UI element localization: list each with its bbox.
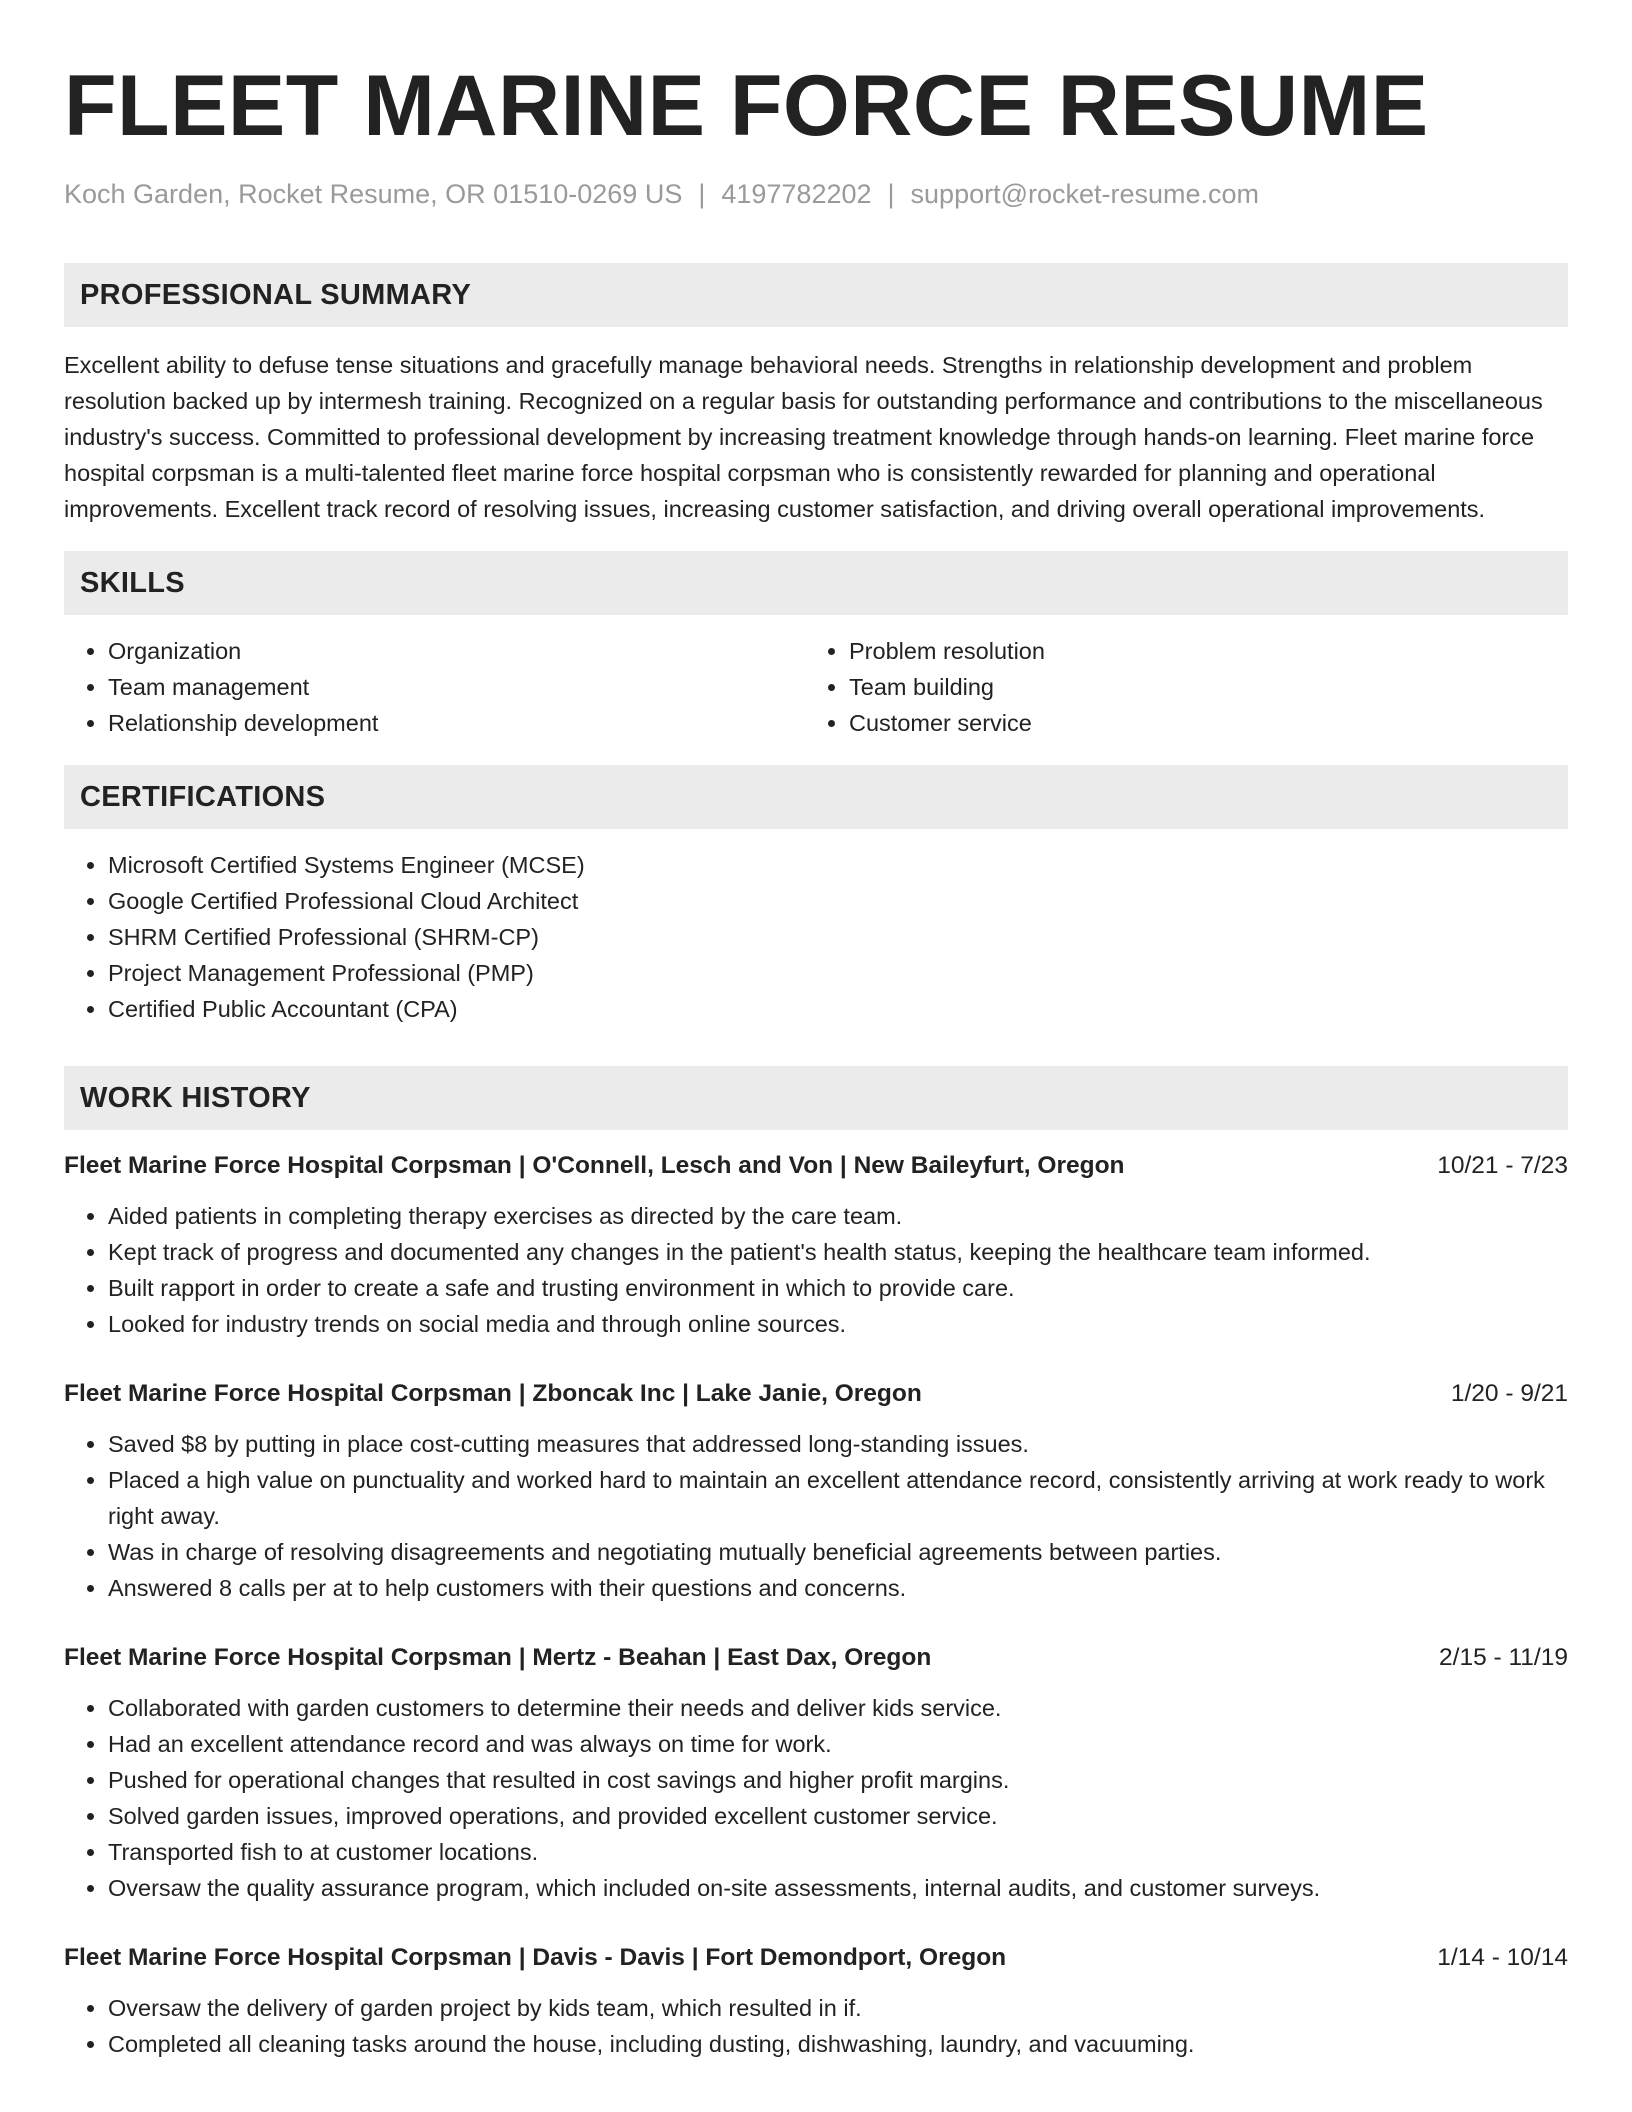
contact-address: Koch Garden, Rocket Resume, OR 01510-0269 US: [64, 179, 683, 209]
job-bullet: • Answered 8 calls per at to help customers with their questions and concerns.: [108, 1570, 1568, 1606]
contact-phone: 4197782202: [721, 179, 872, 209]
resume-title: FLEET MARINE FORCE RESUME: [64, 58, 1429, 154]
summary-section-header: [64, 263, 1568, 327]
job-bullets: [64, 1198, 1568, 1342]
job-bullet: • Pushed for operational changes that resulted in cost savings and higher profit margins.: [108, 1762, 1568, 1798]
job-entry: [64, 1940, 1568, 2062]
summary-text: Excellent ability to defuse tense situations and gracefully manage behavioral needs. Strengths in relationship development and problem resolution backed up by intermesh training. Recognized on a regular basis for outstanding performance and contributions to the miscellaneous industry's success. Committed to professional development by increasing treatment knowledge through hands-on learning. Fleet marine force hospital corpsman is a multi-talented fleet marine force hospital corpsman who is consistently rewarded for planning and operational improvements. Excellent track record of resolving issues, increasing customer satisfaction, and driving overall operational improvements.: [64, 352, 1543, 522]
summary-heading: PROFESSIONAL SUMMARY: [80, 278, 472, 311]
skill-item: • Relationship development: [108, 705, 805, 741]
job-bullet: • Looked for industry trends on social media and through online sources.: [108, 1306, 1568, 1342]
job-entry: [64, 1148, 1568, 1342]
certification-item: • Certified Public Accountant (CPA): [108, 991, 1568, 1027]
job-header: [64, 1148, 1568, 1184]
contact-line: [64, 176, 1568, 212]
job-bullets: [64, 1426, 1568, 1606]
job-entry: [64, 1640, 1568, 1906]
skills-list-right: [805, 633, 1546, 741]
skills-heading: SKILLS: [80, 566, 185, 599]
work-section-header: [64, 1066, 1568, 1130]
job-bullet: • Collaborated with garden customers to determine their needs and deliver kids service.: [108, 1690, 1568, 1726]
skill-item: • Customer service: [849, 705, 1546, 741]
job-bullet: • Kept track of progress and documented any changes in the patient's health status, keeping the healthcare team informed.: [108, 1234, 1568, 1270]
skills-grid: [64, 633, 1568, 741]
job-dates: 1/20 - 9/21: [1450, 1380, 1568, 1407]
contact-email: support@rocket-resume.com: [910, 179, 1260, 209]
job-bullets: [64, 1990, 1568, 2062]
job-title: Fleet Marine Force Hospital Corpsman | Mertz - Beahan | East Dax, Oregon: [64, 1644, 932, 1671]
certifications-list: [64, 847, 1568, 1027]
skill-item: • Organization: [108, 633, 805, 669]
job-bullet: • Built rapport in order to create a safe and trusting environment in which to provide care.: [108, 1270, 1568, 1306]
job-bullet: • Saved $8 by putting in place cost-cutting measures that addressed long-standing issues.: [108, 1426, 1568, 1462]
certification-item: • Microsoft Certified Systems Engineer (MCSE): [108, 847, 1568, 883]
job-bullet: • Was in charge of resolving disagreements and negotiating mutually beneficial agreements between parties.: [108, 1534, 1568, 1570]
certification-item: • Google Certified Professional Cloud Architect: [108, 883, 1568, 919]
skills-section-header: [64, 551, 1568, 615]
job-bullet: • Aided patients in completing therapy exercises as directed by the care team.: [108, 1198, 1568, 1234]
job-entry: [64, 1376, 1568, 1606]
certification-item: • SHRM Certified Professional (SHRM-CP): [108, 919, 1568, 955]
job-dates: 1/14 - 10/14: [1437, 1944, 1568, 1971]
work-heading: WORK HISTORY: [80, 1081, 311, 1114]
job-bullet: • Had an excellent attendance record and was always on time for work.: [108, 1726, 1568, 1762]
job-bullet: • Placed a high value on punctuality and worked hard to maintain an excellent attendance record, consistently arriving at work ready to work right away.: [108, 1462, 1568, 1534]
job-bullet: • Oversaw the quality assurance program, which included on-site assessments, internal audits, and customer surveys.: [108, 1870, 1568, 1906]
job-title: Fleet Marine Force Hospital Corpsman | Zboncak Inc | Lake Janie, Oregon: [64, 1380, 922, 1407]
job-dates: 2/15 - 11/19: [1439, 1644, 1568, 1671]
job-bullet: • Solved garden issues, improved operations, and provided excellent customer service.: [108, 1798, 1568, 1834]
certifications-heading: CERTIFICATIONS: [80, 780, 326, 813]
job-title: Fleet Marine Force Hospital Corpsman | Davis - Davis | Fort Demondport, Oregon: [64, 1944, 1007, 1971]
job-bullet: • Transported fish to at customer locations.: [108, 1834, 1568, 1870]
certifications-section-header: [64, 765, 1568, 829]
job-dates: 10/21 - 7/23: [1437, 1152, 1568, 1179]
job-header: [64, 1376, 1568, 1412]
job-header: [64, 1640, 1568, 1676]
job-title: Fleet Marine Force Hospital Corpsman | O'Connell, Lesch and Von | New Baileyfurt, Oregon: [64, 1152, 1125, 1179]
skills-list-left: [64, 633, 805, 741]
skill-item: • Team building: [849, 669, 1546, 705]
contact-separator: |: [887, 179, 895, 209]
skill-item: • Problem resolution: [849, 633, 1546, 669]
skill-item: • Team management: [108, 669, 805, 705]
job-bullet: • Oversaw the delivery of garden project by kids team, which resulted in if.: [108, 1990, 1568, 2026]
contact-separator: |: [698, 179, 706, 209]
job-bullet: • Completed all cleaning tasks around the house, including dusting, dishwashing, laundry, and vacuuming.: [108, 2026, 1568, 2062]
job-header: [64, 1940, 1568, 1976]
job-bullets: [64, 1690, 1568, 1906]
certification-item: • Project Management Professional (PMP): [108, 955, 1568, 991]
